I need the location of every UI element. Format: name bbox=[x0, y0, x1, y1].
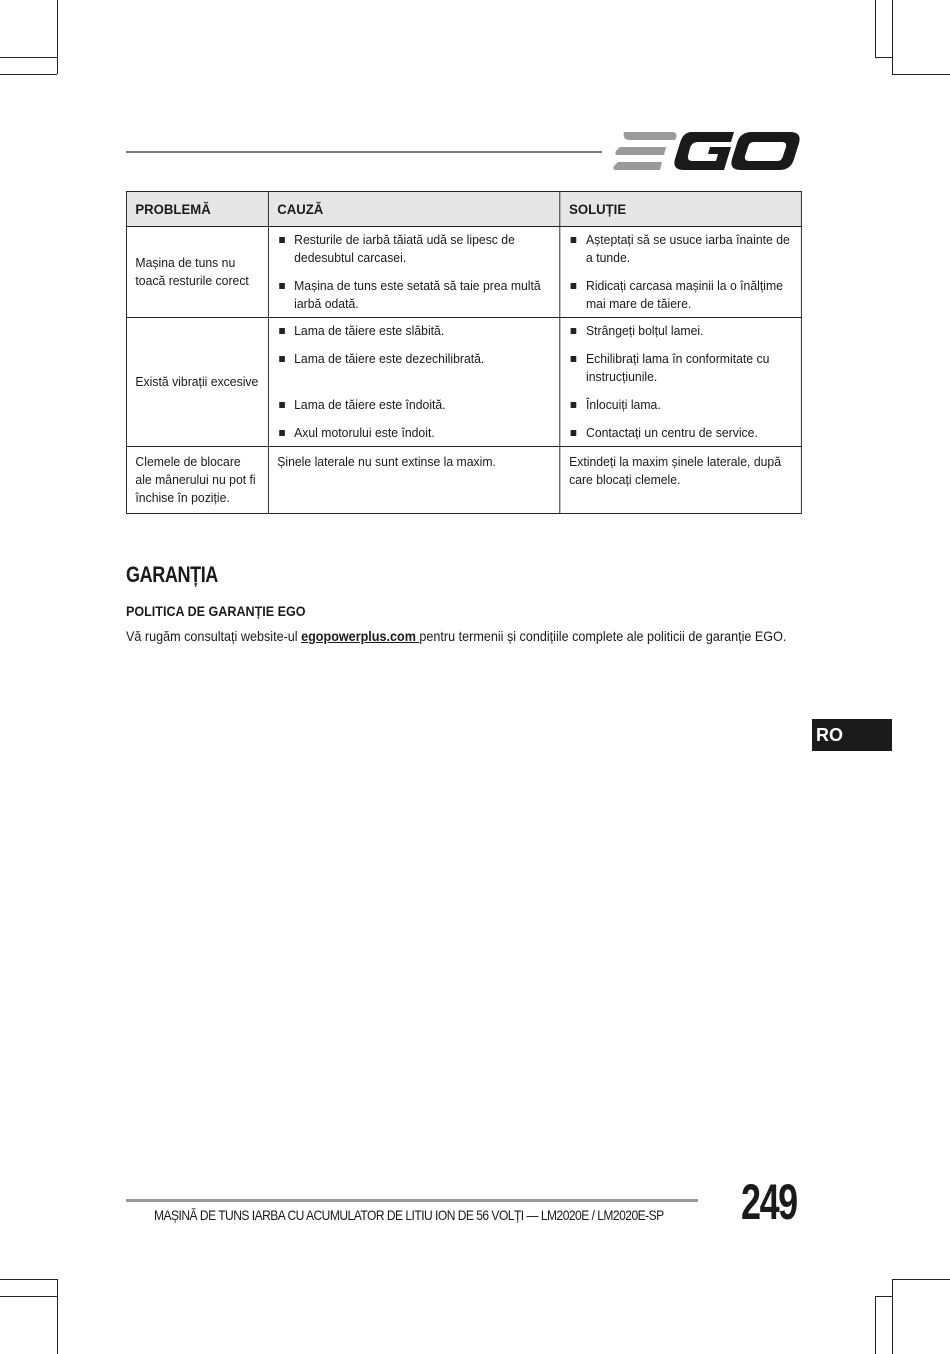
ego-logo bbox=[612, 126, 804, 176]
language-tab: RO bbox=[812, 719, 892, 751]
page-number: 249 bbox=[741, 1174, 797, 1230]
problem-cell: Există vibrații excesive bbox=[126, 318, 268, 447]
section-subtitle: POLITICA DE GARANȚIE EGO bbox=[126, 604, 306, 619]
crop-mark bbox=[892, 74, 950, 75]
table-row bbox=[126, 447, 801, 514]
crop-mark bbox=[875, 1296, 876, 1354]
list-item: Axul motorului este îndoit. bbox=[277, 424, 551, 442]
list-item: Echilibrați lama în conformitate cu instrucțiunile. bbox=[569, 350, 792, 386]
list-item: Ridicați carcasa mașinii la o înălțime mai mare de tăiere. bbox=[569, 277, 792, 313]
crop-mark bbox=[892, 1279, 893, 1354]
crop-mark bbox=[892, 0, 893, 74]
solution-cell bbox=[560, 227, 801, 318]
header-problem: PROBLEMĂ bbox=[126, 192, 268, 227]
section-title: GARANȚIA bbox=[126, 562, 218, 587]
header-solution: SOLUȚIE bbox=[560, 192, 801, 227]
crop-mark bbox=[892, 1279, 950, 1280]
list-item: Contactați un centru de service. bbox=[569, 424, 792, 442]
list-item: Lama de tăiere este slăbită. bbox=[277, 322, 551, 340]
list-item: Înlocuiți lama. bbox=[569, 396, 792, 414]
crop-mark bbox=[57, 1279, 58, 1354]
crop-mark bbox=[0, 74, 57, 75]
list-item: Așteptați să se usuce iarba înainte de a tunde. bbox=[569, 231, 792, 267]
list-item: Lama de tăiere este îndoită. bbox=[277, 396, 551, 414]
table-row bbox=[126, 318, 801, 447]
crop-mark bbox=[875, 0, 876, 57]
website-link[interactable]: egopowerplus.com bbox=[301, 628, 420, 644]
table-header-row bbox=[126, 192, 801, 227]
footer-rule bbox=[126, 1199, 698, 1202]
list-item: Lama de tăiere este dezechilibrată. bbox=[277, 350, 551, 368]
crop-mark bbox=[57, 0, 58, 74]
header-rule bbox=[126, 151, 602, 153]
crop-mark bbox=[0, 57, 57, 58]
header-cause: CAUZĂ bbox=[268, 192, 560, 227]
list-item: Resturile de iarbă tăiată udă se lipesc de dedesubtul carcasei. bbox=[277, 231, 551, 267]
crop-mark bbox=[0, 1279, 57, 1280]
crop-mark bbox=[875, 57, 892, 58]
cause-cell bbox=[268, 318, 560, 447]
footer-title: MAȘINĂ DE TUNS IARBA CU ACUMULATOR DE LITIU ION DE 56 VOLȚI — LM2020E / LM2020E-SP bbox=[154, 1207, 664, 1223]
list-item: Mașina de tuns este setată să taie prea multă iarbă odată. bbox=[277, 277, 551, 313]
warranty-text: pentru termenii și condițiile complete ale politicii de garanție EGO. bbox=[419, 628, 787, 644]
solution-cell bbox=[560, 318, 801, 447]
list-item: Strângeți bolțul lamei. bbox=[569, 322, 792, 340]
cause-cell bbox=[268, 227, 560, 318]
warranty-text: Vă rugăm consultați website-ul bbox=[126, 628, 302, 644]
table-row bbox=[126, 227, 801, 318]
crop-mark bbox=[0, 1296, 57, 1297]
solution-cell: Extindeți la maxim șinele laterale, după care blocați clemele. bbox=[560, 447, 801, 514]
warranty-paragraph bbox=[126, 628, 786, 644]
problem-cell: Mașina de tuns nu toacă resturile corect bbox=[126, 227, 268, 318]
problem-cell: Clemele de blocare ale mânerului nu pot fi închise în poziție. bbox=[126, 447, 268, 514]
crop-mark bbox=[875, 1296, 892, 1297]
troubleshooting-table bbox=[126, 191, 802, 514]
cause-cell: Șinele laterale nu sunt extinse la maxim. bbox=[268, 447, 560, 514]
